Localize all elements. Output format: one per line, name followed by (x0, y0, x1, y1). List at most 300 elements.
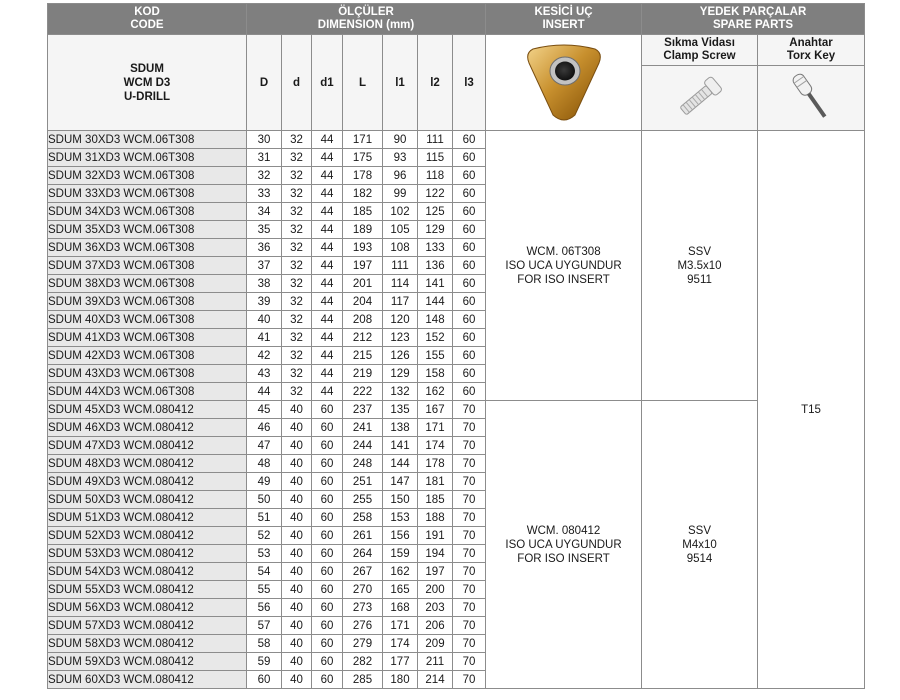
dim-d: 40 (282, 419, 312, 437)
dim-l2: 206 (418, 617, 453, 635)
dim-L: 270 (343, 581, 383, 599)
dim-l3: 60 (453, 329, 486, 347)
dim-d: 40 (282, 545, 312, 563)
product-code: SDUM 54XD3 WCM.080412 (48, 563, 247, 581)
product-code: SDUM 44XD3 WCM.06T308 (48, 383, 247, 401)
dim-d1: 60 (312, 617, 343, 635)
clamp-screw-spec-cell (642, 401, 758, 689)
dim-D: 32 (247, 167, 282, 185)
clamp-screw-spec-line3: 9514 (686, 552, 713, 565)
dim-d1: 60 (312, 509, 343, 527)
dim-l3: 70 (453, 419, 486, 437)
dim-l2: 125 (418, 203, 453, 221)
col-L: L (343, 35, 383, 131)
dim-D: 42 (247, 347, 282, 365)
dim-L: 264 (343, 545, 383, 563)
dim-l2: 185 (418, 491, 453, 509)
dim-l2: 197 (418, 563, 453, 581)
dim-d: 32 (282, 365, 312, 383)
main-header-row (48, 4, 865, 35)
dim-d: 40 (282, 437, 312, 455)
dim-l2: 209 (418, 635, 453, 653)
clamp-screw-spec-line3: 9511 (687, 273, 712, 286)
table-row (48, 131, 865, 149)
dim-d1: 60 (312, 653, 343, 671)
dim-d1: 44 (312, 203, 343, 221)
dim-L: 182 (343, 185, 383, 203)
dim-l1: 114 (383, 275, 418, 293)
product-code: SDUM 46XD3 WCM.080412 (48, 419, 247, 437)
dim-l1: 171 (383, 617, 418, 635)
dim-l2: 188 (418, 509, 453, 527)
dim-d: 32 (282, 185, 312, 203)
dim-D: 54 (247, 563, 282, 581)
dim-l1: 141 (383, 437, 418, 455)
spare-header-en: SPARE PARTS (712, 19, 794, 31)
dim-d1: 44 (312, 167, 343, 185)
dim-l3: 70 (453, 437, 486, 455)
dim-l2: 141 (418, 275, 453, 293)
product-code: SDUM 53XD3 WCM.080412 (48, 545, 247, 563)
dim-l3: 70 (453, 509, 486, 527)
dim-l1: 153 (383, 509, 418, 527)
dim-l1: 180 (383, 671, 418, 689)
dim-L: 276 (343, 617, 383, 635)
dim-l2: 211 (418, 653, 453, 671)
product-code: SDUM 40XD3 WCM.06T308 (48, 311, 247, 329)
clamp-screw-image-cell (642, 66, 758, 131)
dim-L: 175 (343, 149, 383, 167)
dim-d: 32 (282, 293, 312, 311)
dim-L: 212 (343, 329, 383, 347)
dim-d: 40 (282, 491, 312, 509)
dim-d: 40 (282, 653, 312, 671)
product-name-line2: WCM D3 (123, 76, 171, 89)
product-code: SDUM 36XD3 WCM.06T308 (48, 239, 247, 257)
torx-key-header (758, 35, 865, 66)
dim-L: 244 (343, 437, 383, 455)
product-code: SDUM 55XD3 WCM.080412 (48, 581, 247, 599)
dim-d1: 60 (312, 599, 343, 617)
dim-l2: 122 (418, 185, 453, 203)
product-code: SDUM 31XD3 WCM.06T308 (48, 149, 247, 167)
dim-D: 30 (247, 131, 282, 149)
dim-l1: 90 (383, 131, 418, 149)
product-code: SDUM 38XD3 WCM.06T308 (48, 275, 247, 293)
dim-D: 57 (247, 617, 282, 635)
dim-l1: 135 (383, 401, 418, 419)
product-code: SDUM 33XD3 WCM.06T308 (48, 185, 247, 203)
dim-l3: 70 (453, 527, 486, 545)
dimension-header-tr: ÖLÇÜLER (338, 6, 394, 18)
insert-image (523, 37, 605, 125)
insert-spec-line1: WCM. 080412 (526, 524, 601, 537)
insert-header-tr: KESİCİ UÇ (534, 6, 593, 18)
product-code: SDUM 49XD3 WCM.080412 (48, 473, 247, 491)
dim-l1: 105 (383, 221, 418, 239)
insert-spec-line3: FOR ISO INSERT (517, 273, 610, 286)
dim-d1: 60 (312, 563, 343, 581)
dim-l2: 136 (418, 257, 453, 275)
dim-D: 34 (247, 203, 282, 221)
dim-d: 40 (282, 599, 312, 617)
dim-d1: 44 (312, 185, 343, 203)
dim-l1: 150 (383, 491, 418, 509)
dim-l1: 123 (383, 329, 418, 347)
dim-l2: 200 (418, 581, 453, 599)
dim-D: 51 (247, 509, 282, 527)
code-header-tr: KOD (134, 6, 160, 18)
code-header-en: CODE (130, 19, 164, 31)
product-code: SDUM 50XD3 WCM.080412 (48, 491, 247, 509)
dim-d: 32 (282, 383, 312, 401)
dim-l1: 165 (383, 581, 418, 599)
product-code: SDUM 35XD3 WCM.06T308 (48, 221, 247, 239)
torx-key-image (781, 69, 841, 125)
dim-l3: 70 (453, 473, 486, 491)
dim-D: 45 (247, 401, 282, 419)
dim-d: 40 (282, 635, 312, 653)
dim-D: 43 (247, 365, 282, 383)
col-l2: l2 (418, 35, 453, 131)
dim-d1: 60 (312, 437, 343, 455)
product-code: SDUM 48XD3 WCM.080412 (48, 455, 247, 473)
product-code: SDUM 41XD3 WCM.06T308 (48, 329, 247, 347)
clamp-screw-image (670, 69, 730, 125)
dim-D: 53 (247, 545, 282, 563)
col-l1: l1 (383, 35, 418, 131)
dim-D: 60 (247, 671, 282, 689)
dim-l3: 70 (453, 545, 486, 563)
dim-l1: 99 (383, 185, 418, 203)
dim-l1: 108 (383, 239, 418, 257)
torx-key-tr: Anahtar (789, 37, 833, 49)
dim-l2: 144 (418, 293, 453, 311)
dim-D: 47 (247, 437, 282, 455)
dim-l2: 203 (418, 599, 453, 617)
dim-L: 258 (343, 509, 383, 527)
clamp-screw-en: Clamp Screw (663, 50, 736, 62)
dim-L: 251 (343, 473, 383, 491)
product-code: SDUM 30XD3 WCM.06T308 (48, 131, 247, 149)
dim-l3: 60 (453, 131, 486, 149)
dim-L: 185 (343, 203, 383, 221)
product-code: SDUM 58XD3 WCM.080412 (48, 635, 247, 653)
dim-L: 201 (343, 275, 383, 293)
dim-D: 58 (247, 635, 282, 653)
dim-d: 40 (282, 401, 312, 419)
dim-L: 197 (343, 257, 383, 275)
dim-D: 35 (247, 221, 282, 239)
dim-d: 40 (282, 509, 312, 527)
dim-d: 40 (282, 473, 312, 491)
dim-l2: 174 (418, 437, 453, 455)
dim-l1: 102 (383, 203, 418, 221)
dim-d1: 60 (312, 455, 343, 473)
dim-l3: 70 (453, 581, 486, 599)
dim-L: 279 (343, 635, 383, 653)
dim-l2: 158 (418, 365, 453, 383)
dim-l2: 214 (418, 671, 453, 689)
product-spec-table (47, 3, 865, 689)
dim-D: 55 (247, 581, 282, 599)
dim-d: 32 (282, 257, 312, 275)
dim-d: 40 (282, 581, 312, 599)
dim-L: 222 (343, 383, 383, 401)
col-d1: d1 (312, 35, 343, 131)
dim-l1: 144 (383, 455, 418, 473)
dim-L: 282 (343, 653, 383, 671)
clamp-screw-tr: Sıkma Vidası (664, 37, 735, 49)
dim-l2: 194 (418, 545, 453, 563)
dim-l3: 60 (453, 203, 486, 221)
dim-l1: 132 (383, 383, 418, 401)
dim-d1: 60 (312, 491, 343, 509)
dim-d: 40 (282, 671, 312, 689)
dim-D: 36 (247, 239, 282, 257)
dim-d1: 60 (312, 671, 343, 689)
dim-l3: 70 (453, 455, 486, 473)
dim-D: 49 (247, 473, 282, 491)
dim-l1: 120 (383, 311, 418, 329)
dim-l3: 60 (453, 275, 486, 293)
dim-l2: 162 (418, 383, 453, 401)
dim-l3: 60 (453, 239, 486, 257)
dim-l1: 117 (383, 293, 418, 311)
dim-L: 171 (343, 131, 383, 149)
dim-d: 40 (282, 617, 312, 635)
dim-L: 255 (343, 491, 383, 509)
dim-D: 56 (247, 599, 282, 617)
dim-l1: 96 (383, 167, 418, 185)
dimension-header-en: DIMENSION (mm) (317, 19, 415, 31)
dim-d1: 44 (312, 275, 343, 293)
spare-header-tr: YEDEK PARÇALAR (699, 6, 807, 18)
dim-d: 32 (282, 275, 312, 293)
dim-l3: 70 (453, 491, 486, 509)
product-code: SDUM 39XD3 WCM.06T308 (48, 293, 247, 311)
dim-l1: 156 (383, 527, 418, 545)
dim-d: 32 (282, 203, 312, 221)
insert-spec-line3: FOR ISO INSERT (517, 552, 610, 565)
dim-d1: 44 (312, 149, 343, 167)
dim-d: 32 (282, 221, 312, 239)
insert-image-cell (486, 35, 642, 131)
dim-l1: 168 (383, 599, 418, 617)
product-code: SDUM 37XD3 WCM.06T308 (48, 257, 247, 275)
dim-d1: 60 (312, 581, 343, 599)
dim-l2: 178 (418, 455, 453, 473)
product-code: SDUM 56XD3 WCM.080412 (48, 599, 247, 617)
dim-d: 32 (282, 329, 312, 347)
dim-D: 33 (247, 185, 282, 203)
dim-l1: 138 (383, 419, 418, 437)
product-code: SDUM 57XD3 WCM.080412 (48, 617, 247, 635)
dim-L: 193 (343, 239, 383, 257)
dim-d1: 44 (312, 239, 343, 257)
dim-D: 39 (247, 293, 282, 311)
dim-d1: 60 (312, 419, 343, 437)
product-code: SDUM 60XD3 WCM.080412 (48, 671, 247, 689)
dim-l2: 167 (418, 401, 453, 419)
dim-L: 219 (343, 365, 383, 383)
dim-l3: 70 (453, 671, 486, 689)
dim-l3: 60 (453, 383, 486, 401)
product-code: SDUM 45XD3 WCM.080412 (48, 401, 247, 419)
dim-d1: 44 (312, 311, 343, 329)
dim-l3: 70 (453, 653, 486, 671)
clamp-screw-spec-line2: M4x10 (682, 538, 717, 551)
dim-l1: 126 (383, 347, 418, 365)
dim-D: 59 (247, 653, 282, 671)
dim-L: 267 (343, 563, 383, 581)
product-name-line3: U-DRILL (124, 90, 170, 103)
dim-d1: 60 (312, 401, 343, 419)
dim-l2: 155 (418, 347, 453, 365)
dim-l3: 70 (453, 617, 486, 635)
dim-l3: 60 (453, 365, 486, 383)
dim-d1: 44 (312, 221, 343, 239)
dim-l3: 60 (453, 347, 486, 365)
dim-L: 204 (343, 293, 383, 311)
dim-L: 178 (343, 167, 383, 185)
insert-spec-line2: ISO UCA UYGUNDUR (505, 538, 622, 551)
dim-L: 189 (343, 221, 383, 239)
product-code: SDUM 59XD3 WCM.080412 (48, 653, 247, 671)
dim-D: 38 (247, 275, 282, 293)
dim-d1: 44 (312, 329, 343, 347)
dim-D: 31 (247, 149, 282, 167)
rows-body (48, 131, 865, 689)
dim-l3: 60 (453, 185, 486, 203)
dim-d: 32 (282, 149, 312, 167)
dim-l2: 133 (418, 239, 453, 257)
dim-l1: 111 (383, 257, 418, 275)
dim-l2: 171 (418, 419, 453, 437)
clamp-screw-spec-line1: SSV (688, 524, 712, 537)
dim-l3: 60 (453, 221, 486, 239)
clamp-screw-spec-line1: SSV (688, 245, 712, 258)
clamp-screw-spec-cell (642, 131, 758, 401)
dim-d1: 44 (312, 257, 343, 275)
dim-l2: 191 (418, 527, 453, 545)
dim-d: 40 (282, 455, 312, 473)
product-code: SDUM 32XD3 WCM.06T308 (48, 167, 247, 185)
dim-l3: 60 (453, 257, 486, 275)
dimension-header (247, 4, 486, 35)
dim-l2: 181 (418, 473, 453, 491)
dim-d1: 60 (312, 527, 343, 545)
dim-l3: 70 (453, 401, 486, 419)
dim-L: 208 (343, 311, 383, 329)
insert-header-en: INSERT (542, 19, 585, 31)
dim-d1: 44 (312, 131, 343, 149)
clamp-screw-header (642, 35, 758, 66)
dim-L: 273 (343, 599, 383, 617)
dim-l1: 93 (383, 149, 418, 167)
dim-d1: 44 (312, 383, 343, 401)
dim-D: 44 (247, 383, 282, 401)
dim-l2: 129 (418, 221, 453, 239)
product-code: SDUM 51XD3 WCM.080412 (48, 509, 247, 527)
dim-l3: 60 (453, 293, 486, 311)
dim-D: 48 (247, 455, 282, 473)
dim-d: 32 (282, 131, 312, 149)
product-code: SDUM 43XD3 WCM.06T308 (48, 365, 247, 383)
insert-spec-line1: WCM. 06T308 (526, 245, 601, 258)
dim-l3: 70 (453, 599, 486, 617)
dim-l1: 177 (383, 653, 418, 671)
dim-l1: 174 (383, 635, 418, 653)
dim-L: 261 (343, 527, 383, 545)
product-code: SDUM 42XD3 WCM.06T308 (48, 347, 247, 365)
dim-l3: 60 (453, 311, 486, 329)
dim-d: 32 (282, 167, 312, 185)
dim-L: 215 (343, 347, 383, 365)
dim-l3: 60 (453, 167, 486, 185)
col-l3: l3 (453, 35, 486, 131)
dim-d1: 44 (312, 365, 343, 383)
insert-header (486, 4, 642, 35)
table-row (48, 401, 865, 419)
dim-l1: 147 (383, 473, 418, 491)
dim-D: 37 (247, 257, 282, 275)
dim-D: 52 (247, 527, 282, 545)
product-code: SDUM 47XD3 WCM.080412 (48, 437, 247, 455)
dim-d1: 60 (312, 635, 343, 653)
dim-l3: 70 (453, 635, 486, 653)
dim-D: 50 (247, 491, 282, 509)
insert-spec-cell (486, 401, 642, 689)
dim-d1: 60 (312, 473, 343, 491)
col-D: D (247, 35, 282, 131)
dim-l1: 162 (383, 563, 418, 581)
col-d: d (282, 35, 312, 131)
code-header (48, 4, 247, 35)
dim-D: 41 (247, 329, 282, 347)
dim-D: 46 (247, 419, 282, 437)
dim-d: 40 (282, 563, 312, 581)
dim-d: 32 (282, 311, 312, 329)
insert-spec-line2: ISO UCA UYGUNDUR (505, 259, 622, 272)
dim-l3: 60 (453, 149, 486, 167)
torx-key-value: T15 (758, 131, 865, 689)
dim-L: 241 (343, 419, 383, 437)
insert-spec-cell (486, 131, 642, 401)
product-code: SDUM 52XD3 WCM.080412 (48, 527, 247, 545)
dim-l2: 115 (418, 149, 453, 167)
dim-l2: 152 (418, 329, 453, 347)
product-name-line1: SDUM (130, 62, 164, 75)
product-code: SDUM 34XD3 WCM.06T308 (48, 203, 247, 221)
dim-l1: 129 (383, 365, 418, 383)
dim-l3: 70 (453, 563, 486, 581)
torx-key-image-cell (758, 66, 865, 131)
dim-l2: 111 (418, 131, 453, 149)
dim-d: 32 (282, 347, 312, 365)
sub-header-row-1 (48, 35, 865, 66)
torx-key-en: Torx Key (786, 50, 836, 62)
dim-d1: 60 (312, 545, 343, 563)
dim-l1: 159 (383, 545, 418, 563)
dim-l2: 118 (418, 167, 453, 185)
dim-L: 237 (343, 401, 383, 419)
clamp-screw-spec-line2: M3.5x10 (677, 259, 722, 272)
product-name-cell (48, 35, 247, 131)
dim-L: 285 (343, 671, 383, 689)
dim-l2: 148 (418, 311, 453, 329)
dim-d: 32 (282, 239, 312, 257)
